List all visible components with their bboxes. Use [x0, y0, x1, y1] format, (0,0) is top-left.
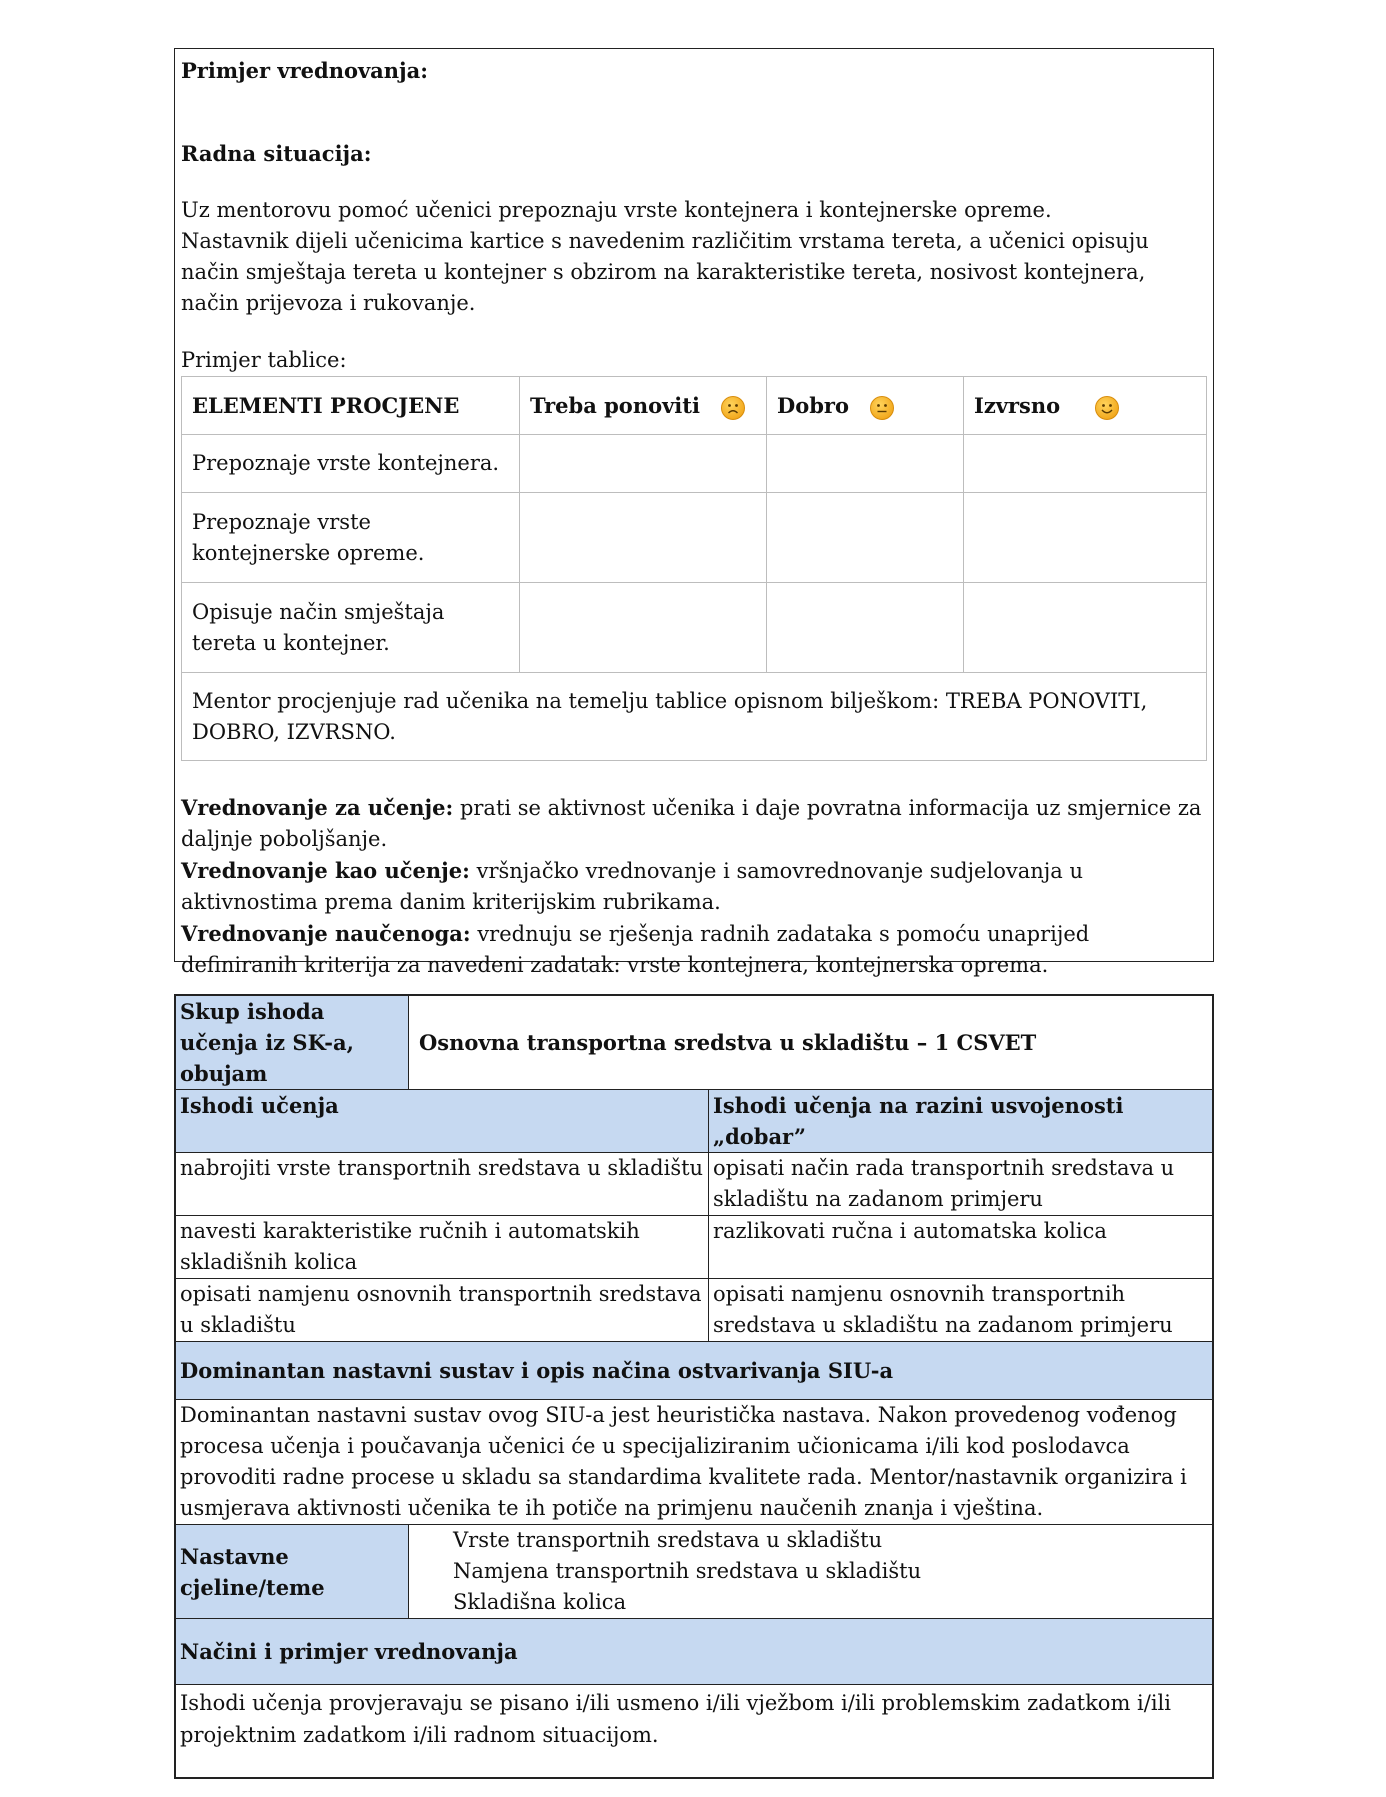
outcome-row: [176, 1153, 1213, 1216]
outcome-row: [176, 1216, 1213, 1279]
rubric-header: [767, 377, 964, 435]
outcomes-box: [174, 994, 1214, 1779]
good-outcomes-header: Ishodi učenja na razini usvojenosti „dobar”: [709, 1090, 1213, 1153]
units-list: [409, 1525, 1213, 1619]
rubric-header: ELEMENTI PROCJENE: [182, 377, 520, 435]
rubric-header: [964, 377, 1207, 435]
neutral-face-icon: [870, 396, 894, 420]
rubric-row: [182, 493, 1207, 583]
units-row: [176, 1525, 1213, 1619]
rubric-cell: [520, 435, 767, 493]
dominant-title: Dominantan nastavni sustav i opis načina ostvarivanja SIU-a: [176, 1342, 1213, 1400]
methods-title-row: [176, 1619, 1213, 1685]
rubric-element: Prepoznaje vrste kontejnera.: [182, 435, 520, 493]
situation-line: Uz mentorovu pomoć učenici prepoznaju vrste kontejnera i kontejnerske opreme.: [181, 198, 1052, 222]
situation-title: Radna situacija:: [181, 141, 372, 166]
situation-line: Nastavnik dijeli učenicima kartice s navedenim različitim vrstama tereta, a učenici opisuju način smještaja tereta u kontejner s obzirom na karakteristike tereta, nosivost kontejnera, način prijevoza i rukovanje.: [181, 229, 1149, 315]
rubric-note: Mentor procjenjuje rad učenika na temelju tablice opisnom bilješkom: TREBA PONOVITI, DOBRO, IZVRSNO.: [182, 673, 1207, 761]
rubric-cell: [964, 435, 1207, 493]
rubric-note-row: [182, 673, 1207, 761]
unit-item: Vrste transportnih sredstava u skladištu: [453, 1528, 883, 1552]
outcome: opisati namjenu osnovnih transportnih sredstava u skladištu: [176, 1279, 709, 1342]
outcome-row: [176, 1279, 1213, 1342]
evaluation-example-box: [174, 48, 1214, 977]
set-row: [176, 996, 1213, 1090]
rubric-header-row: [182, 377, 1207, 435]
table-caption: Primjer tablice:: [181, 348, 347, 372]
rubric-cell: [520, 583, 767, 673]
units-label: Nastavne cjeline/teme: [176, 1525, 409, 1619]
dominant-text: Dominantan nastavni sustav ovog SIU-a jest heuristička nastava. Nakon provedenog vođenog procesa učenja i poučavanja učenici će u specijaliziranim učionicama i/ili kod poslodavca provoditi radne procese u skladu sa standardima kvalitete rada. Mentor/nastavnik organizira i usmjerava aktivnosti učenika te ih potiče na primjenu naučenih znanja i vještina.: [176, 1400, 1213, 1525]
outcomes-header: Ishodi učenja: [176, 1090, 709, 1153]
rubric-table: [181, 376, 1207, 761]
evaluation-of-learning: Vrednovanje naučenoga: vrednuju se rješenja radnih zadataka s pomoću unaprijed definiranih kriterija za navedeni zadatak: vrste kontejnera, kontejnerska oprema.: [181, 921, 1090, 977]
methods-title: Načini i primjer vrednovanja: [176, 1619, 1213, 1685]
good-outcome: opisati namjenu osnovnih transportnih sredstava u skladištu na zadanom primjeru: [709, 1279, 1213, 1342]
rubric-header: [520, 377, 767, 435]
outcome: navesti karakteristike ručnih i automatskih skladišnih kolica: [176, 1216, 709, 1279]
dominant-text-row: [176, 1400, 1213, 1525]
rubric-header-label: Dobro: [777, 393, 849, 418]
smiling-face-icon: [1095, 396, 1119, 420]
set-value: Osnovna transportna sredstva u skladištu – 1 CSVET: [409, 996, 1213, 1090]
rubric-header-label: Izvrsno: [974, 393, 1061, 418]
sad-face-icon: [721, 396, 745, 420]
evaluation-for-learning: Vrednovanje za učenje: prati se aktivnost učenika i daje povratna informacija uz smjernice za daljnje poboljšanje.: [181, 795, 1202, 851]
rubric-cell: [964, 583, 1207, 673]
unit-item: Namjena transportnih sredstava u skladištu: [453, 1559, 922, 1583]
outcomes-table: [175, 995, 1213, 1778]
example-title: Primjer vrednovanja:: [181, 58, 429, 83]
methods-text-row: [176, 1685, 1213, 1778]
outcome: nabrojiti vrste transportnih sredstava u skladištu: [176, 1153, 709, 1216]
rubric-cell: [520, 493, 767, 583]
set-label: Skup ishoda učenja iz SK-a, obujam: [176, 996, 409, 1090]
rubric-cell: [767, 493, 964, 583]
dominant-title-row: [176, 1342, 1213, 1400]
rubric-cell: [767, 583, 964, 673]
good-outcome: opisati način rada transportnih sredstava u skladištu na zadanom primjeru: [709, 1153, 1213, 1216]
rubric-row: [182, 435, 1207, 493]
methods-text: Ishodi učenja provjeravaju se pisano i/ili usmeno i/ili vježbom i/ili problemskim zadatkom i/ili projektnim zadatkom i/ili radnom situacijom.: [176, 1685, 1213, 1778]
rubric-row: [182, 583, 1207, 673]
rubric-element: Opisuje način smještaja tereta u kontejner.: [182, 583, 520, 673]
good-outcome: razlikovati ručna i automatska kolica: [709, 1216, 1213, 1279]
rubric-header-label: Treba ponoviti: [530, 393, 700, 418]
rubric-element: Prepoznaje vrste kontejnerske opreme.: [182, 493, 520, 583]
unit-item: Skladišna kolica: [453, 1590, 627, 1614]
document-page: [174, 48, 1214, 1779]
rubric-cell: [767, 435, 964, 493]
rubric-cell: [964, 493, 1207, 583]
evaluation-as-learning: Vrednovanje kao učenje: vršnjačko vrednovanje i samovrednovanje sudjelovanja u aktivnostima prema danim kriterijskim rubrikama.: [181, 858, 1083, 914]
outcomes-header-row: [176, 1090, 1213, 1153]
